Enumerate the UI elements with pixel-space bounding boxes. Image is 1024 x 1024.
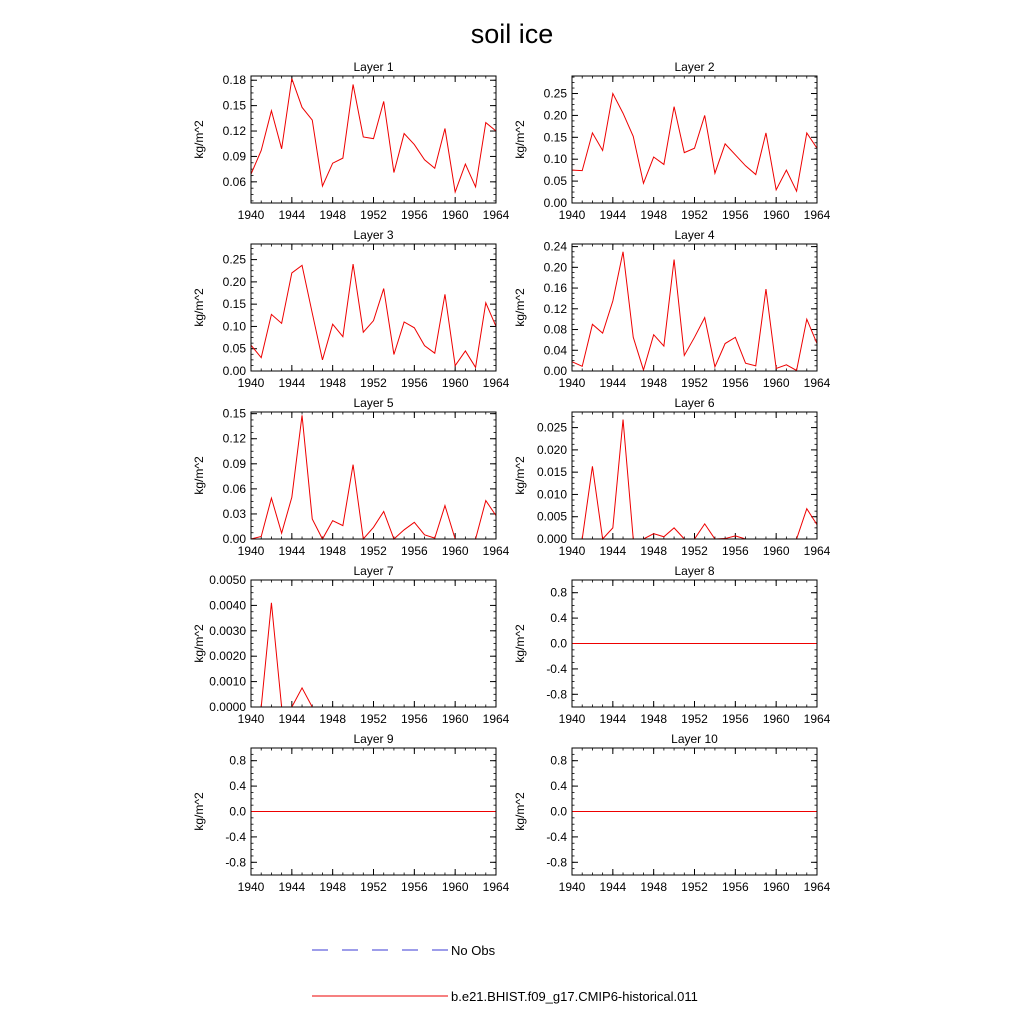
layer-9-xtick-label: 1952 [360, 880, 387, 894]
layer-2-xtick-label: 1948 [640, 208, 668, 222]
layer-2-ytick-label: 0.10 [543, 152, 567, 167]
layer-8-xtick-label: 1944 [599, 712, 627, 726]
layer-7-xtick-label: 1960 [441, 712, 469, 726]
layer-9-panel [192, 732, 510, 894]
layer-8-ytick-label: 0.0 [550, 636, 567, 651]
layer-3-ytick-label: 0.10 [222, 319, 246, 334]
layer-1-title: Layer 1 [353, 60, 394, 74]
layer-7-ytick-label: 0.0010 [209, 674, 246, 689]
layer-6-ytick-label: 0.005 [536, 509, 567, 524]
layer-2-xtick-label: 1964 [803, 208, 831, 222]
layer-10-ytick-label: 0.0 [550, 804, 567, 819]
layer-10-xtick-label: 1940 [558, 880, 586, 894]
layer-9-xtick-label: 1940 [237, 880, 265, 894]
layer-8-xtick-label: 1948 [640, 712, 668, 726]
layer-10-ytick-label: -0.8 [546, 855, 567, 870]
layer-10-xtick-label: 1960 [762, 880, 790, 894]
layer-6-title: Layer 6 [674, 396, 715, 410]
layer-6-panel [513, 396, 831, 558]
layer-10-ytick-label: 0.8 [550, 753, 567, 768]
layer-2-xtick-label: 1960 [762, 208, 790, 222]
layer-3-xtick-label: 1956 [400, 376, 428, 390]
layer-2-xtick-label: 1956 [721, 208, 749, 222]
layer-4-ytick-label: 0.20 [543, 260, 567, 275]
layer-10-ytick-label: -0.4 [546, 829, 567, 844]
layer-5-xtick-label: 1964 [482, 544, 510, 558]
layer-3-ylabel: kg/m^2 [192, 288, 206, 327]
layer-9-xtick-label: 1956 [400, 880, 428, 894]
layer-2-xtick-label: 1940 [558, 208, 586, 222]
layer-1-xtick-label: 1944 [278, 208, 306, 222]
layer-7-xtick-label: 1944 [278, 712, 306, 726]
layer-9-xtick-label: 1944 [278, 880, 306, 894]
layer-2-ytick-label: 0.20 [543, 108, 567, 123]
layer-1-xtick-label: 1960 [441, 208, 469, 222]
layer-8-ylabel: kg/m^2 [513, 624, 527, 663]
layer-6-frame [572, 412, 817, 539]
layer-2-xtick-label: 1944 [599, 208, 627, 222]
layer-1-xtick-label: 1952 [360, 208, 387, 222]
layer-3-xtick-label: 1960 [441, 376, 469, 390]
layer-6-ytick-label: 0.025 [536, 420, 567, 435]
layer-4-series-line [572, 252, 817, 371]
layer-8-ytick-label: 0.4 [550, 611, 567, 626]
layer-4-xtick-label: 1956 [721, 376, 749, 390]
layer-5-ylabel: kg/m^2 [192, 456, 206, 495]
layer-3-xtick-label: 1964 [482, 376, 510, 390]
layer-5-xtick-label: 1944 [278, 544, 306, 558]
layer-9-ytick-label: -0.8 [225, 855, 246, 870]
layer-2-series-line [572, 94, 817, 192]
layer-3-series-line [251, 264, 496, 367]
layer-5-panel [192, 396, 510, 558]
layer-3-title: Layer 3 [353, 228, 394, 242]
layer-9-xtick-label: 1948 [319, 880, 347, 894]
layer-7-xtick-label: 1948 [319, 712, 347, 726]
layer-9-ytick-label: -0.4 [225, 829, 246, 844]
layer-5-ytick-label: 0.06 [222, 481, 246, 496]
layer-2-ytick-label: 0.15 [543, 130, 567, 145]
layer-3-xtick-label: 1940 [237, 376, 265, 390]
layer-8-ytick-label: -0.4 [546, 661, 567, 676]
layer-4-xtick-label: 1960 [762, 376, 790, 390]
layer-8-ytick-label: 0.8 [550, 585, 567, 600]
layer-3-xtick-label: 1948 [319, 376, 347, 390]
layer-6-xtick-label: 1964 [803, 544, 831, 558]
layer-2-title: Layer 2 [674, 60, 715, 74]
layer-7-ylabel: kg/m^2 [192, 624, 206, 663]
layer-6-ytick-label: 0.010 [536, 487, 567, 502]
layer-1-ylabel: kg/m^2 [192, 120, 206, 159]
layer-4-ytick-label: 0.12 [543, 301, 567, 316]
layer-8-panel [513, 564, 831, 726]
layer-5-xtick-label: 1948 [319, 544, 347, 558]
layer-10-title: Layer 10 [671, 732, 718, 746]
layer-4-ytick-label: 0.04 [543, 343, 567, 358]
layer-9-ytick-label: 0.4 [229, 779, 246, 794]
layer-5-xtick-label: 1952 [360, 544, 387, 558]
layer-5-xtick-label: 1956 [400, 544, 428, 558]
layer-7-xtick-label: 1964 [482, 712, 510, 726]
layer-7-xtick-label: 1956 [400, 712, 428, 726]
layer-2-xtick-label: 1952 [681, 208, 708, 222]
layer-2-panel [513, 60, 831, 222]
layer-1-panel [192, 60, 510, 222]
layer-4-ylabel: kg/m^2 [513, 288, 527, 327]
panel-grid [192, 60, 831, 894]
layer-4-xtick-label: 1944 [599, 376, 627, 390]
layer-3-ytick-label: 0.05 [222, 341, 246, 356]
layer-10-xtick-label: 1956 [721, 880, 749, 894]
layer-7-ytick-label: 0.0000 [209, 700, 246, 714]
layer-4-ytick-label: 0.16 [543, 281, 567, 296]
layer-7-xtick-label: 1940 [237, 712, 265, 726]
layer-1-ytick-label: 0.12 [222, 124, 246, 139]
layer-7-ytick-label: 0.0050 [209, 573, 246, 587]
layer-5-ytick-label: 0.00 [222, 532, 246, 546]
layer-7-series-line [251, 603, 496, 707]
layer-10-xtick-label: 1964 [803, 880, 831, 894]
layer-8-title: Layer 8 [674, 564, 715, 578]
layer-1-series-line [251, 79, 496, 192]
layer-7-title: Layer 7 [353, 564, 394, 578]
layer-10-panel [513, 732, 831, 894]
layer-6-ytick-label: 0.020 [536, 442, 567, 457]
layer-3-xtick-label: 1944 [278, 376, 306, 390]
layer-8-xtick-label: 1952 [681, 712, 708, 726]
layer-4-xtick-label: 1964 [803, 376, 831, 390]
layer-3-ytick-label: 0.25 [222, 252, 246, 267]
layer-5-ytick-label: 0.09 [222, 456, 246, 471]
layer-5-title: Layer 5 [353, 396, 394, 410]
layer-6-ytick-label: 0.000 [536, 532, 567, 546]
layer-4-xtick-label: 1948 [640, 376, 668, 390]
layer-2-ytick-label: 0.25 [543, 86, 567, 101]
layer-8-ytick-label: -0.8 [546, 687, 567, 702]
layer-5-frame [251, 412, 496, 539]
layer-6-xtick-label: 1960 [762, 544, 790, 558]
layer-1-xtick-label: 1940 [237, 208, 265, 222]
layer-3-frame [251, 244, 496, 371]
layer-2-ytick-label: 0.05 [543, 174, 567, 189]
layer-9-xtick-label: 1960 [441, 880, 469, 894]
legend-label-model: b.e21.BHIST.f09_g17.CMIP6-historical.011 [451, 989, 698, 1004]
layer-3-ytick-label: 0.00 [222, 364, 246, 378]
layer-8-xtick-label: 1960 [762, 712, 790, 726]
layer-5-series-line [251, 415, 496, 539]
layer-6-series-line [572, 420, 817, 539]
layer-9-ylabel: kg/m^2 [192, 792, 206, 831]
layer-5-ytick-label: 0.15 [222, 406, 246, 421]
layer-6-xtick-label: 1940 [558, 544, 586, 558]
layer-7-ytick-label: 0.0020 [209, 649, 246, 664]
layer-1-ytick-label: 0.09 [222, 149, 246, 164]
layer-3-ytick-label: 0.15 [222, 297, 246, 312]
layer-6-xtick-label: 1948 [640, 544, 668, 558]
layer-1-xtick-label: 1964 [482, 208, 510, 222]
layer-6-xtick-label: 1952 [681, 544, 708, 558]
layer-4-title: Layer 4 [674, 228, 715, 242]
legend-label-no-obs: No Obs [451, 943, 496, 958]
layer-10-xtick-label: 1952 [681, 880, 708, 894]
layer-7-panel [192, 564, 510, 726]
layer-6-xtick-label: 1956 [721, 544, 749, 558]
layer-9-xtick-label: 1964 [482, 880, 510, 894]
layer-10-xtick-label: 1944 [599, 880, 627, 894]
layer-9-ytick-label: 0.8 [229, 753, 246, 768]
layer-4-xtick-label: 1940 [558, 376, 586, 390]
layer-1-xtick-label: 1948 [319, 208, 347, 222]
layer-1-ytick-label: 0.06 [222, 174, 246, 189]
layer-3-xtick-label: 1952 [360, 376, 387, 390]
layer-3-ytick-label: 0.20 [222, 274, 246, 289]
layer-4-ytick-label: 0.00 [543, 364, 567, 378]
layer-5-ytick-label: 0.03 [222, 506, 246, 521]
layer-6-ytick-label: 0.015 [536, 465, 567, 480]
layer-5-ytick-label: 0.12 [222, 431, 246, 446]
figure-title: soil ice [470, 19, 554, 49]
layer-4-xtick-label: 1952 [681, 376, 708, 390]
layer-7-frame [251, 580, 496, 707]
legend [312, 943, 698, 1004]
layer-2-ylabel: kg/m^2 [513, 120, 527, 159]
layer-5-xtick-label: 1940 [237, 544, 265, 558]
layer-8-xtick-label: 1956 [721, 712, 749, 726]
layer-10-xtick-label: 1948 [640, 880, 668, 894]
layer-10-ytick-label: 0.4 [550, 779, 567, 794]
layer-1-xtick-label: 1956 [400, 208, 428, 222]
layer-6-xtick-label: 1944 [599, 544, 627, 558]
layer-4-frame [572, 244, 817, 371]
layer-1-frame [251, 76, 496, 203]
layer-8-xtick-label: 1940 [558, 712, 586, 726]
layer-9-ytick-label: 0.0 [229, 804, 246, 819]
layer-4-ytick-label: 0.08 [543, 322, 567, 337]
layer-6-ylabel: kg/m^2 [513, 456, 527, 495]
layer-4-ytick-label: 0.24 [543, 239, 567, 254]
layer-10-ylabel: kg/m^2 [513, 792, 527, 831]
layer-3-panel [192, 228, 510, 390]
layer-9-title: Layer 9 [353, 732, 394, 746]
layer-2-ytick-label: 0.00 [543, 196, 567, 210]
layer-4-panel [513, 228, 831, 390]
layer-7-ytick-label: 0.0030 [209, 623, 246, 638]
layer-1-ytick-label: 0.18 [222, 73, 246, 88]
layer-1-ytick-label: 0.15 [222, 98, 246, 113]
layer-8-xtick-label: 1964 [803, 712, 831, 726]
layer-2-frame [572, 76, 817, 203]
layer-7-ytick-label: 0.0040 [209, 598, 246, 613]
layer-7-xtick-label: 1952 [360, 712, 387, 726]
layer-5-xtick-label: 1960 [441, 544, 469, 558]
